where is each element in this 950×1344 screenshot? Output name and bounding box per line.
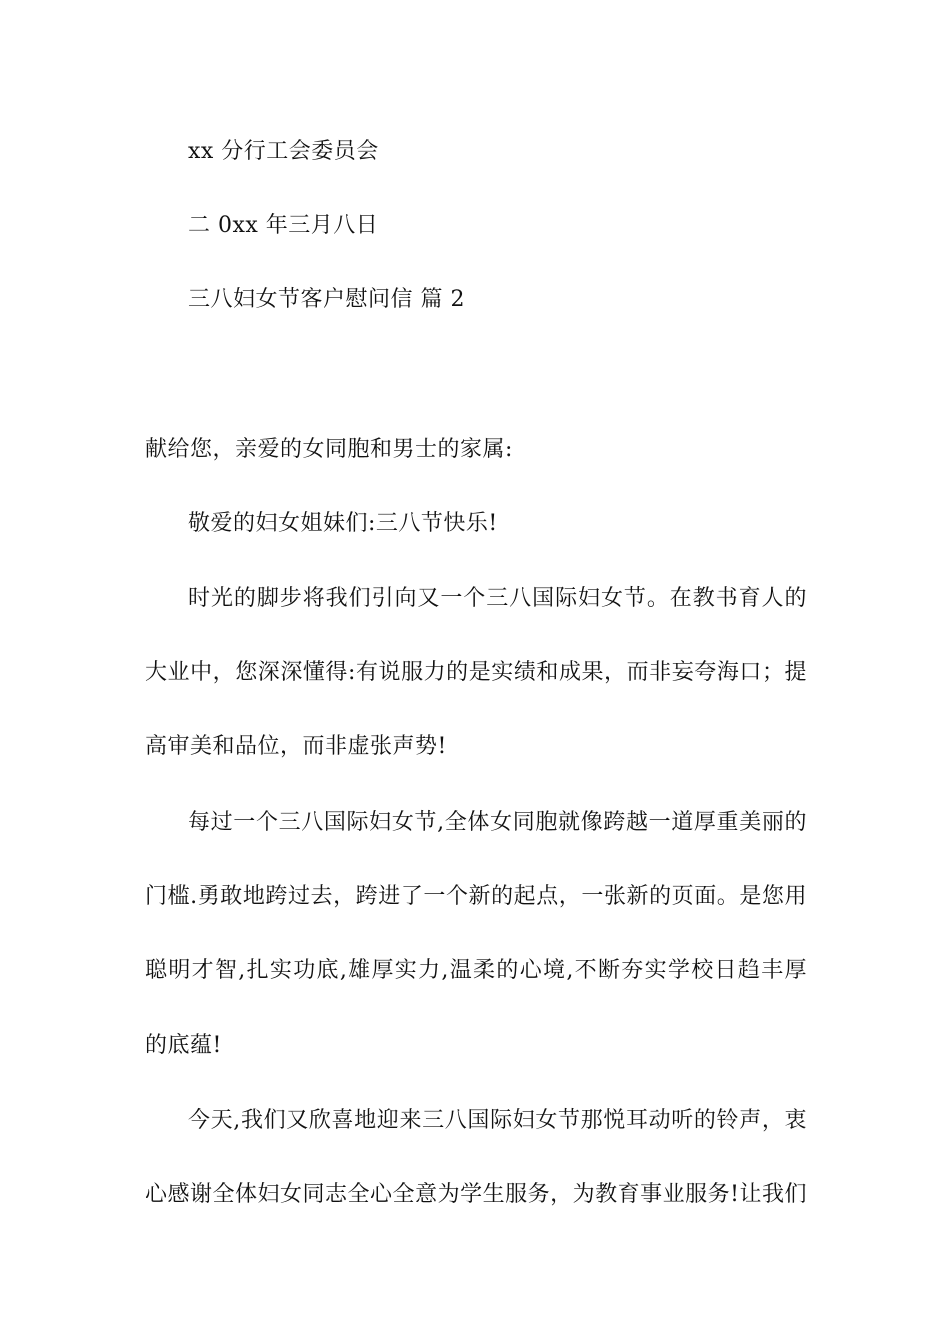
paragraph-2-line-1: 每过一个三八国际妇女节,全体女同胞就像跨越一道厚重美丽的 [188,810,807,835]
paragraph-1-line-3: 高审美和品位，而非虚张声势! [145,734,447,759]
section-title: 三八妇女节客户慰问信 篇 2 [188,287,465,312]
paragraph-3-line-2: 心感谢全体妇女同志全心全意为学生服务，为教育事业服务!让我们 [145,1182,807,1207]
paragraph-1-line-1: 时光的脚步将我们引向又一个三八国际妇女节。在教书育人的 [188,586,807,611]
paragraph-2-line-3: 聪明才智,扎实功底,雄厚实力,温柔的心境,不断夯实学校日趋丰厚 [145,958,807,983]
paragraph-2-line-4: 的底蕴! [145,1033,222,1058]
signature-date: 二 0xx 年三月八日 [188,213,379,238]
signature-organization: xx 分行工会委员会 [188,139,379,164]
greeting: 敬爱的妇女姐妹们:三八节快乐! [188,511,498,536]
paragraph-1-line-2: 大业中，您深深懂得:有说服力的是实绩和成果，而非妄夸海口；提 [145,660,807,685]
salutation: 献给您，亲爱的女同胞和男士的家属: [145,437,513,462]
paragraph-2-line-2: 门槛.勇敢地跨过去，跨进了一个新的起点，一张新的页面。是您用 [145,884,807,909]
paragraph-3-line-1: 今天,我们又欣喜地迎来三八国际妇女节那悦耳动听的铃声，衷 [188,1108,807,1133]
